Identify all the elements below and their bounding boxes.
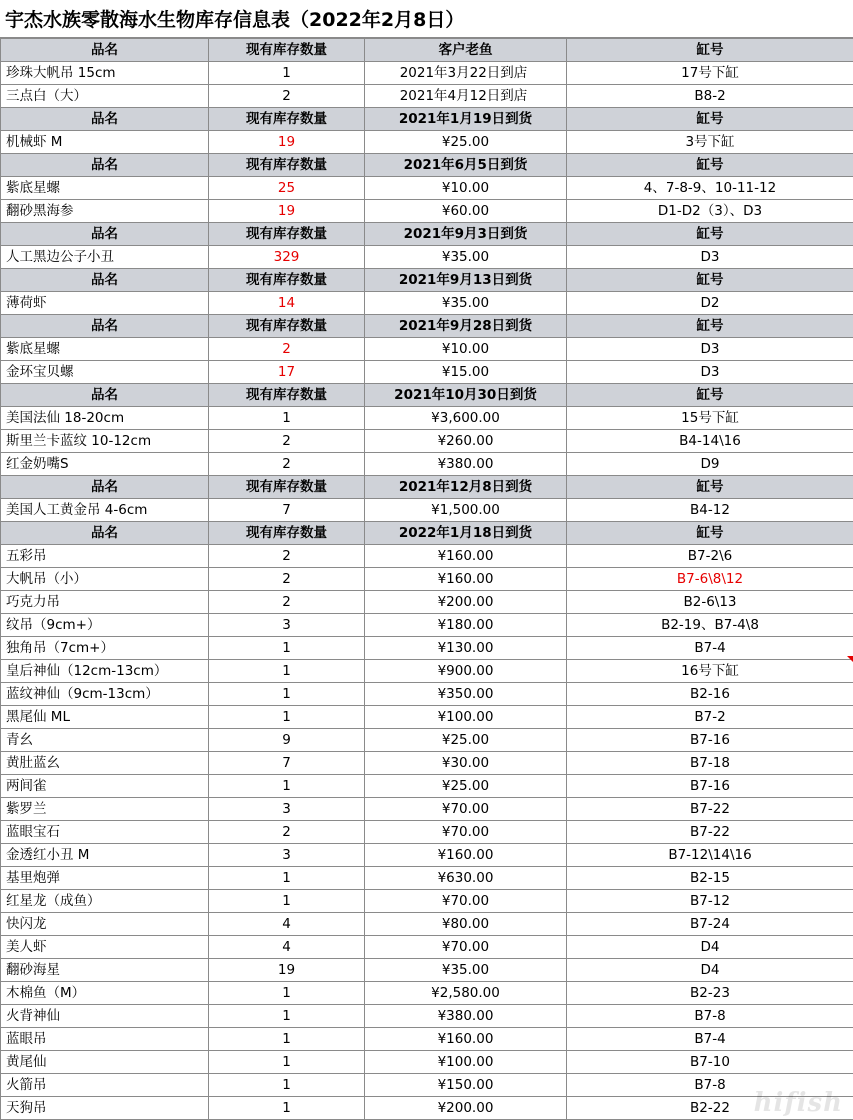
table-row (1, 1005, 853, 1028)
section-header-row (1, 154, 853, 177)
item-name-cell[interactable]: 红金奶嘴S (1, 453, 209, 476)
stock-quantity-cell[interactable]: 现有库存数量 (209, 522, 365, 545)
tank-number-cell[interactable]: B2-23 (567, 982, 853, 1005)
stock-quantity-cell[interactable]: 2 (209, 568, 365, 591)
tank-number-cell[interactable]: B4-12 (567, 499, 853, 522)
tank-number-cell[interactable]: B2-16 (567, 683, 853, 706)
stock-quantity-cell[interactable]: 1 (209, 775, 365, 798)
price-cell[interactable]: ¥3,600.00 (365, 407, 567, 430)
stock-quantity-cell[interactable]: 1 (209, 890, 365, 913)
table-row (1, 453, 853, 476)
table-row (1, 1051, 853, 1074)
tank-number-cell[interactable]: B7-4 (567, 637, 853, 660)
price-cell[interactable]: ¥260.00 (365, 430, 567, 453)
stock-quantity-cell[interactable]: 3 (209, 614, 365, 637)
price-cell[interactable]: ¥200.00 (365, 1097, 567, 1120)
tank-number-cell[interactable]: 16号下缸 (567, 660, 853, 683)
item-name-cell[interactable]: 紫罗兰 (1, 798, 209, 821)
tank-number-cell[interactable]: B7-2\6 (567, 545, 853, 568)
price-cell[interactable]: ¥180.00 (365, 614, 567, 637)
tank-number-cell[interactable]: 缸号 (567, 154, 853, 177)
arrival-date-header-cell[interactable]: 2021年9月13日到货 (365, 269, 567, 292)
price-cell[interactable]: ¥130.00 (365, 637, 567, 660)
stock-quantity-cell[interactable]: 19 (209, 200, 365, 223)
price-cell[interactable]: ¥630.00 (365, 867, 567, 890)
tank-number-cell[interactable]: 缸号 (567, 315, 853, 338)
stock-quantity-cell[interactable]: 329 (209, 246, 365, 269)
table-row (1, 660, 853, 683)
table-row (1, 867, 853, 890)
section-header-row (1, 315, 853, 338)
tank-number-cell[interactable]: B7-10 (567, 1051, 853, 1074)
stock-quantity-cell[interactable]: 1 (209, 660, 365, 683)
arrival-date-header-cell[interactable]: 2021年6月5日到货 (365, 154, 567, 177)
table-row (1, 499, 853, 522)
arrival-date-header-cell[interactable]: 2021年10月30日到货 (365, 384, 567, 407)
price-cell[interactable]: ¥160.00 (365, 1028, 567, 1051)
item-name-cell[interactable]: 薄荷虾 (1, 292, 209, 315)
tank-number-cell[interactable]: B7-24 (567, 913, 853, 936)
tank-number-cell[interactable]: D3 (567, 338, 853, 361)
tank-number-cell[interactable]: B4-14\16 (567, 430, 853, 453)
stock-quantity-cell[interactable]: 2 (209, 591, 365, 614)
inventory-table (0, 38, 853, 1120)
item-name-cell[interactable]: 蓝眼宝石 (1, 821, 209, 844)
stock-quantity-cell[interactable]: 现有库存数量 (209, 223, 365, 246)
stock-quantity-cell[interactable]: 9 (209, 729, 365, 752)
price-cell[interactable]: ¥2,580.00 (365, 982, 567, 1005)
table-row (1, 982, 853, 1005)
stock-quantity-cell[interactable]: 现有库存数量 (209, 39, 365, 62)
tank-number-cell[interactable]: D9 (567, 453, 853, 476)
item-name-cell[interactable]: 黑尾仙 ML (1, 706, 209, 729)
tank-number-cell[interactable]: B7-12 (567, 890, 853, 913)
price-cell[interactable]: ¥35.00 (365, 292, 567, 315)
stock-quantity-cell[interactable]: 4 (209, 936, 365, 959)
price-cell[interactable]: ¥1,500.00 (365, 499, 567, 522)
item-name-cell[interactable]: 翻砂黑海参 (1, 200, 209, 223)
item-name-cell[interactable]: 纹吊（9cm+） (1, 614, 209, 637)
item-name-cell[interactable]: 人工黑边公子小丑 (1, 246, 209, 269)
tank-number-cell[interactable]: 3号下缸 (567, 131, 853, 154)
item-name-cell[interactable]: 美人虾 (1, 936, 209, 959)
stock-quantity-cell[interactable]: 现有库存数量 (209, 269, 365, 292)
stock-quantity-cell[interactable]: 现有库存数量 (209, 476, 365, 499)
item-name-cell[interactable]: 金环宝贝螺 (1, 361, 209, 384)
price-cell[interactable]: ¥25.00 (365, 729, 567, 752)
stock-quantity-cell[interactable]: 2 (209, 545, 365, 568)
price-cell[interactable]: ¥80.00 (365, 913, 567, 936)
item-name-cell[interactable]: 黄肚蓝幺 (1, 752, 209, 775)
item-name-cell[interactable]: 大帆吊（小） (1, 568, 209, 591)
item-name-cell[interactable]: 美国人工黄金吊 4-6cm (1, 499, 209, 522)
item-name-cell[interactable]: 皇后神仙（12cm-13cm） (1, 660, 209, 683)
price-cell[interactable]: ¥350.00 (365, 683, 567, 706)
stock-quantity-cell[interactable]: 17 (209, 361, 365, 384)
price-cell[interactable]: ¥25.00 (365, 131, 567, 154)
tank-number-cell[interactable]: D2 (567, 292, 853, 315)
tank-number-cell[interactable]: D1-D2（3）、D3 (567, 200, 853, 223)
price-cell[interactable]: ¥160.00 (365, 844, 567, 867)
section-header-row (1, 39, 853, 62)
item-name-cell[interactable]: 黄尾仙 (1, 1051, 209, 1074)
stock-quantity-cell[interactable]: 25 (209, 177, 365, 200)
table-row (1, 637, 853, 660)
section-header-row (1, 384, 853, 407)
stock-quantity-cell[interactable]: 现有库存数量 (209, 108, 365, 131)
tank-number-cell[interactable]: B8-2 (567, 85, 853, 108)
stock-quantity-cell[interactable]: 1 (209, 1005, 365, 1028)
table-row (1, 430, 853, 453)
item-name-cell[interactable]: 三点白（大） (1, 85, 209, 108)
stock-quantity-cell[interactable]: 2 (209, 85, 365, 108)
table-row (1, 821, 853, 844)
price-cell[interactable]: ¥100.00 (365, 1051, 567, 1074)
stock-quantity-cell[interactable]: 1 (209, 982, 365, 1005)
item-name-cell[interactable]: 独角吊（7cm+） (1, 637, 209, 660)
tank-number-cell[interactable]: B2-19、B7-4\8 (567, 614, 853, 637)
item-name-cell[interactable]: 美国法仙 18-20cm (1, 407, 209, 430)
tank-number-cell[interactable]: D4 (567, 959, 853, 982)
table-row (1, 959, 853, 982)
tank-number-cell[interactable]: 缸号 (567, 108, 853, 131)
stock-quantity-cell[interactable]: 7 (209, 499, 365, 522)
arrival-date-header-cell[interactable]: 2021年1月19日到货 (365, 108, 567, 131)
comment-indicator-icon[interactable] (847, 656, 853, 662)
table-row (1, 844, 853, 867)
tank-number-cell[interactable]: 缸号 (567, 39, 853, 62)
item-name-cell[interactable]: 品名 (1, 522, 209, 545)
sheet-title: 宇杰水族零散海水生物库存信息表（2022年2月8日） (0, 0, 853, 38)
tank-number-cell[interactable]: B2-15 (567, 867, 853, 890)
price-cell[interactable]: ¥25.00 (365, 775, 567, 798)
inventory-table-body (1, 39, 853, 1120)
price-cell[interactable]: ¥200.00 (365, 591, 567, 614)
item-name-cell[interactable]: 斯里兰卡蓝纹 10-12cm (1, 430, 209, 453)
item-name-cell[interactable]: 快闪龙 (1, 913, 209, 936)
item-name-cell[interactable]: 品名 (1, 154, 209, 177)
item-name-cell[interactable]: 机械虾 M (1, 131, 209, 154)
table-row (1, 85, 853, 108)
section-header-row (1, 269, 853, 292)
tank-number-cell[interactable]: B7-16 (567, 729, 853, 752)
table-row (1, 407, 853, 430)
section-header-row (1, 223, 853, 246)
tank-number-cell[interactable]: B2-6\13 (567, 591, 853, 614)
item-name-cell[interactable]: 品名 (1, 108, 209, 131)
table-row (1, 706, 853, 729)
price-cell[interactable]: ¥150.00 (365, 1074, 567, 1097)
stock-quantity-cell[interactable]: 19 (209, 959, 365, 982)
price-cell[interactable]: ¥380.00 (365, 1005, 567, 1028)
table-row (1, 338, 853, 361)
table-row (1, 1028, 853, 1051)
price-cell[interactable]: ¥70.00 (365, 936, 567, 959)
section-header-row (1, 108, 853, 131)
arrival-date-header-cell[interactable]: 客户老鱼 (365, 39, 567, 62)
arrival-date-header-cell[interactable]: 2021年9月3日到货 (365, 223, 567, 246)
stock-quantity-cell[interactable]: 1 (209, 1051, 365, 1074)
price-cell[interactable]: 2021年4月12日到店 (365, 85, 567, 108)
stock-quantity-cell[interactable]: 1 (209, 706, 365, 729)
arrival-date-header-cell[interactable]: 2022年1月18日到货 (365, 522, 567, 545)
table-row (1, 591, 853, 614)
item-name-cell[interactable]: 品名 (1, 39, 209, 62)
table-row (1, 131, 853, 154)
price-cell[interactable]: ¥70.00 (365, 821, 567, 844)
item-name-cell[interactable]: 品名 (1, 269, 209, 292)
item-name-cell[interactable]: 蓝纹神仙（9cm-13cm） (1, 683, 209, 706)
stock-quantity-cell[interactable]: 2 (209, 338, 365, 361)
item-name-cell[interactable]: 两间雀 (1, 775, 209, 798)
table-row (1, 361, 853, 384)
price-cell[interactable]: ¥900.00 (365, 660, 567, 683)
table-row (1, 683, 853, 706)
table-row (1, 545, 853, 568)
tank-number-cell[interactable]: B2-22 (567, 1097, 853, 1120)
watermark-logo: hifish (753, 1088, 843, 1118)
table-row (1, 752, 853, 775)
item-name-cell[interactable]: 品名 (1, 476, 209, 499)
tank-number-cell[interactable]: 4、7-8-9、10-11-12 (567, 177, 853, 200)
item-name-cell[interactable]: 红星龙（成鱼） (1, 890, 209, 913)
price-cell[interactable]: ¥15.00 (365, 361, 567, 384)
price-cell[interactable]: ¥160.00 (365, 545, 567, 568)
table-row (1, 246, 853, 269)
item-name-cell[interactable]: 木棉鱼（M） (1, 982, 209, 1005)
table-row (1, 890, 853, 913)
table-row (1, 775, 853, 798)
stock-quantity-cell[interactable]: 2 (209, 821, 365, 844)
item-name-cell[interactable]: 珍珠大帆吊 15cm (1, 62, 209, 85)
item-name-cell[interactable]: 天狗吊 (1, 1097, 209, 1120)
tank-number-cell[interactable]: 15号下缸 (567, 407, 853, 430)
item-name-cell[interactable]: 金透红小丑 M (1, 844, 209, 867)
tank-number-cell[interactable]: B7-22 (567, 798, 853, 821)
table-row (1, 798, 853, 821)
arrival-date-header-cell[interactable]: 2021年9月28日到货 (365, 315, 567, 338)
stock-quantity-cell[interactable]: 1 (209, 1028, 365, 1051)
tank-number-cell[interactable]: B7-22 (567, 821, 853, 844)
tank-number-cell[interactable]: B7-12\14\16 (567, 844, 853, 867)
item-name-cell[interactable]: 紫底星螺 (1, 338, 209, 361)
stock-quantity-cell[interactable]: 1 (209, 407, 365, 430)
table-row (1, 1097, 853, 1120)
item-name-cell[interactable]: 青幺 (1, 729, 209, 752)
table-row (1, 729, 853, 752)
price-cell[interactable]: ¥70.00 (365, 798, 567, 821)
tank-number-cell[interactable]: 缸号 (567, 384, 853, 407)
table-row (1, 568, 853, 591)
section-header-row (1, 476, 853, 499)
stock-quantity-cell[interactable]: 1 (209, 683, 365, 706)
item-name-cell[interactable]: 蓝眼吊 (1, 1028, 209, 1051)
stock-quantity-cell[interactable]: 4 (209, 913, 365, 936)
tank-number-cell[interactable]: B7-16 (567, 775, 853, 798)
stock-quantity-cell[interactable]: 2 (209, 430, 365, 453)
item-name-cell[interactable]: 紫底星螺 (1, 177, 209, 200)
price-cell[interactable]: ¥160.00 (365, 568, 567, 591)
stock-quantity-cell[interactable]: 14 (209, 292, 365, 315)
table-row (1, 177, 853, 200)
price-cell[interactable]: ¥30.00 (365, 752, 567, 775)
stock-quantity-cell[interactable]: 1 (209, 62, 365, 85)
price-cell[interactable]: 2021年3月22日到店 (365, 62, 567, 85)
table-row (1, 913, 853, 936)
item-name-cell[interactable]: 基里炮弹 (1, 867, 209, 890)
table-row (1, 614, 853, 637)
tank-number-cell[interactable]: B7-6\8\12 (567, 568, 853, 591)
stock-quantity-cell[interactable]: 3 (209, 798, 365, 821)
stock-quantity-cell[interactable]: 19 (209, 131, 365, 154)
stock-quantity-cell[interactable]: 1 (209, 1074, 365, 1097)
tank-number-cell[interactable]: D4 (567, 936, 853, 959)
tank-number-cell[interactable]: 缸号 (567, 223, 853, 246)
item-name-cell[interactable]: 品名 (1, 384, 209, 407)
table-row (1, 936, 853, 959)
item-name-cell[interactable]: 火背神仙 (1, 1005, 209, 1028)
stock-quantity-cell[interactable]: 2 (209, 453, 365, 476)
price-cell[interactable]: ¥70.00 (365, 890, 567, 913)
table-row (1, 62, 853, 85)
price-cell[interactable]: ¥35.00 (365, 959, 567, 982)
tank-number-cell[interactable]: B7-4 (567, 1028, 853, 1051)
tank-number-cell[interactable]: B7-8 (567, 1005, 853, 1028)
tank-number-cell[interactable]: 缸号 (567, 522, 853, 545)
tank-number-cell[interactable]: B7-2 (567, 706, 853, 729)
tank-number-cell[interactable]: 缸号 (567, 476, 853, 499)
stock-quantity-cell[interactable]: 现有库存数量 (209, 315, 365, 338)
stock-quantity-cell[interactable]: 1 (209, 1097, 365, 1120)
tank-number-cell[interactable]: B7-8 (567, 1074, 853, 1097)
price-cell[interactable]: ¥35.00 (365, 246, 567, 269)
stock-quantity-cell[interactable]: 1 (209, 867, 365, 890)
item-name-cell[interactable]: 五彩吊 (1, 545, 209, 568)
tank-number-cell[interactable]: B7-18 (567, 752, 853, 775)
price-cell[interactable]: ¥10.00 (365, 338, 567, 361)
price-cell[interactable]: ¥380.00 (365, 453, 567, 476)
table-row (1, 292, 853, 315)
stock-quantity-cell[interactable]: 现有库存数量 (209, 384, 365, 407)
item-name-cell[interactable]: 巧克力吊 (1, 591, 209, 614)
tank-number-cell[interactable]: D3 (567, 361, 853, 384)
item-name-cell[interactable]: 品名 (1, 315, 209, 338)
price-cell[interactable]: ¥60.00 (365, 200, 567, 223)
item-name-cell[interactable]: 品名 (1, 223, 209, 246)
tank-number-cell[interactable]: D3 (567, 246, 853, 269)
stock-quantity-cell[interactable]: 1 (209, 637, 365, 660)
item-name-cell[interactable]: 火箭吊 (1, 1074, 209, 1097)
section-header-row (1, 522, 853, 545)
item-name-cell[interactable]: 翻砂海星 (1, 959, 209, 982)
price-cell[interactable]: ¥10.00 (365, 177, 567, 200)
arrival-date-header-cell[interactable]: 2021年12月8日到货 (365, 476, 567, 499)
table-row (1, 200, 853, 223)
tank-number-cell[interactable]: 缸号 (567, 269, 853, 292)
stock-quantity-cell[interactable]: 现有库存数量 (209, 154, 365, 177)
stock-quantity-cell[interactable]: 3 (209, 844, 365, 867)
tank-number-cell[interactable]: 17号下缸 (567, 62, 853, 85)
table-row (1, 1074, 853, 1097)
stock-quantity-cell[interactable]: 7 (209, 752, 365, 775)
price-cell[interactable]: ¥100.00 (365, 706, 567, 729)
